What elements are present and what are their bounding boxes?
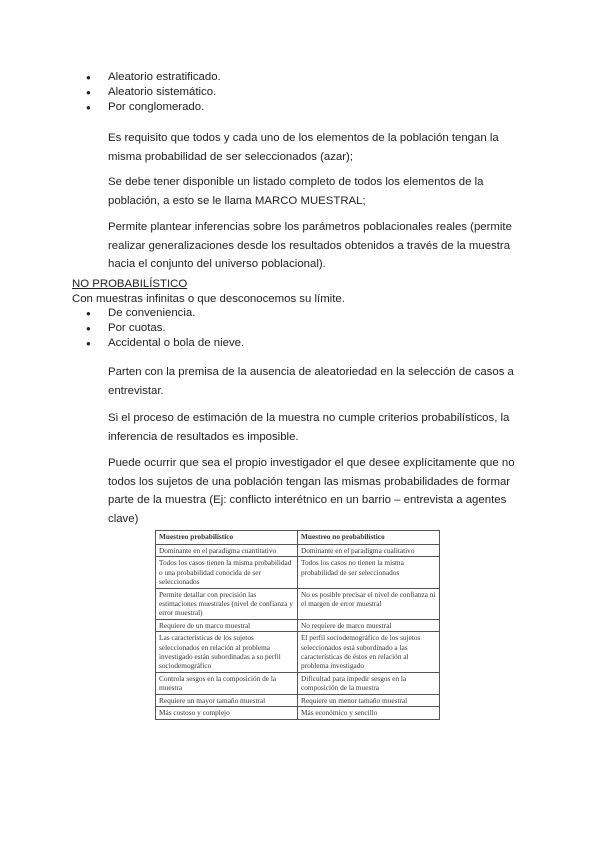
table-cell: Requiere un menor tamaño muestral [298,694,440,706]
table-cell: Dificultad para impedir sesgos en la composición de la muestra [298,672,440,694]
column-header: Muestreo no probabilístico [298,531,440,545]
paragraph: Parten con la premisa de la ausencia de aleatoriedad en la selección de casos a entrevistar. [108,366,514,397]
table-cell: Más económico y sencillo [298,707,440,719]
table-cell: Requiere de un marco muestral [156,619,298,631]
table-row [156,632,440,673]
table-cell: El perfil sociodemográfico de los sujetos seleccionados está subordinado a las características de éstos en relación al problema investigado [298,632,440,673]
table-row [156,672,440,694]
paragraph: Si el proceso de estimación de la muestra no cumple criterios probabilísticos, la inferencia de resultados es imposible. [108,412,510,443]
table-cell: Permite detallar con precisión las estimaciones muestrales (nivel de confianza y error muestral) [156,588,298,619]
table-cell: Todos los casos tienen la misma probabilidad o una probabilidad conocida de ser seleccionados [156,557,298,588]
table-row [156,619,440,631]
table-cell: Todos los casos no tienen la misma probabilidad de ser seleccionados [298,557,440,588]
table-cell: Dominante en el paradigma cualitativo [298,545,440,557]
table-cell: No es posible precisar el nivel de confianza ni el margen de error muestral [298,588,440,619]
section-heading: NO PROBABILÍSTICO [72,278,188,290]
paragraph: Se debe tener disponible un listado completo de todos los elementos de la población, a esto se le llama MARCO MUESTRAL; [108,176,484,207]
list-item: ● Accidental o bola de nieve. [108,336,244,351]
table-row [156,588,440,619]
column-header: Muestreo probabilístico [156,531,298,545]
paragraph: Puede ocurrir que sea el propio investigador el que desee explícitamente que no todos los sujetos de una población tengan las mismas probabilidades de formar parte de la muestra (Ej: conflicto interétnico en un barrio – entrevista a agentes clave) [108,457,515,525]
list-item: ● De conveniencia. [108,306,195,321]
paragraph: Permite plantear inferencias sobre los parámetros poblacionales reales (permite realizar generalizaciones desde los resultados obtenidos a través de la muestra hacia el conjunto del universo poblacional). [108,221,512,270]
intro-text: Con muestras infinitas o que desconocemos su límite. [72,293,345,305]
table-cell: Más costoso y complejo [156,707,298,719]
table-cell: Requiere un mayor tamaño muestral [156,694,298,706]
list-item: ● Por cuotas. [108,321,166,336]
comparison-table [155,530,440,720]
table-row [156,557,440,588]
table-row [156,545,440,557]
table-header-row [156,531,440,545]
table-row [156,707,440,719]
table-cell: Las características de los sujetos seleccionados en relación al problema investigado están subordinadas a su perfil sociodemográfico [156,632,298,673]
list-item: ● Por conglomerado. [108,100,204,115]
table-cell: No requiere de marco muestral [298,619,440,631]
table-cell: Dominante en el paradigma cuantitativo [156,545,298,557]
list-item: ● Aleatorio sistemático. [108,85,216,100]
list-item: ● Aleatorio estratificado. [108,70,221,85]
table-row [156,694,440,706]
paragraph: Es requisito que todos y cada uno de los elementos de la población tengan la misma probabilidad de ser seleccionados (azar); [108,132,499,163]
table-cell: Controla sesgos en la composición de la muestra [156,672,298,694]
